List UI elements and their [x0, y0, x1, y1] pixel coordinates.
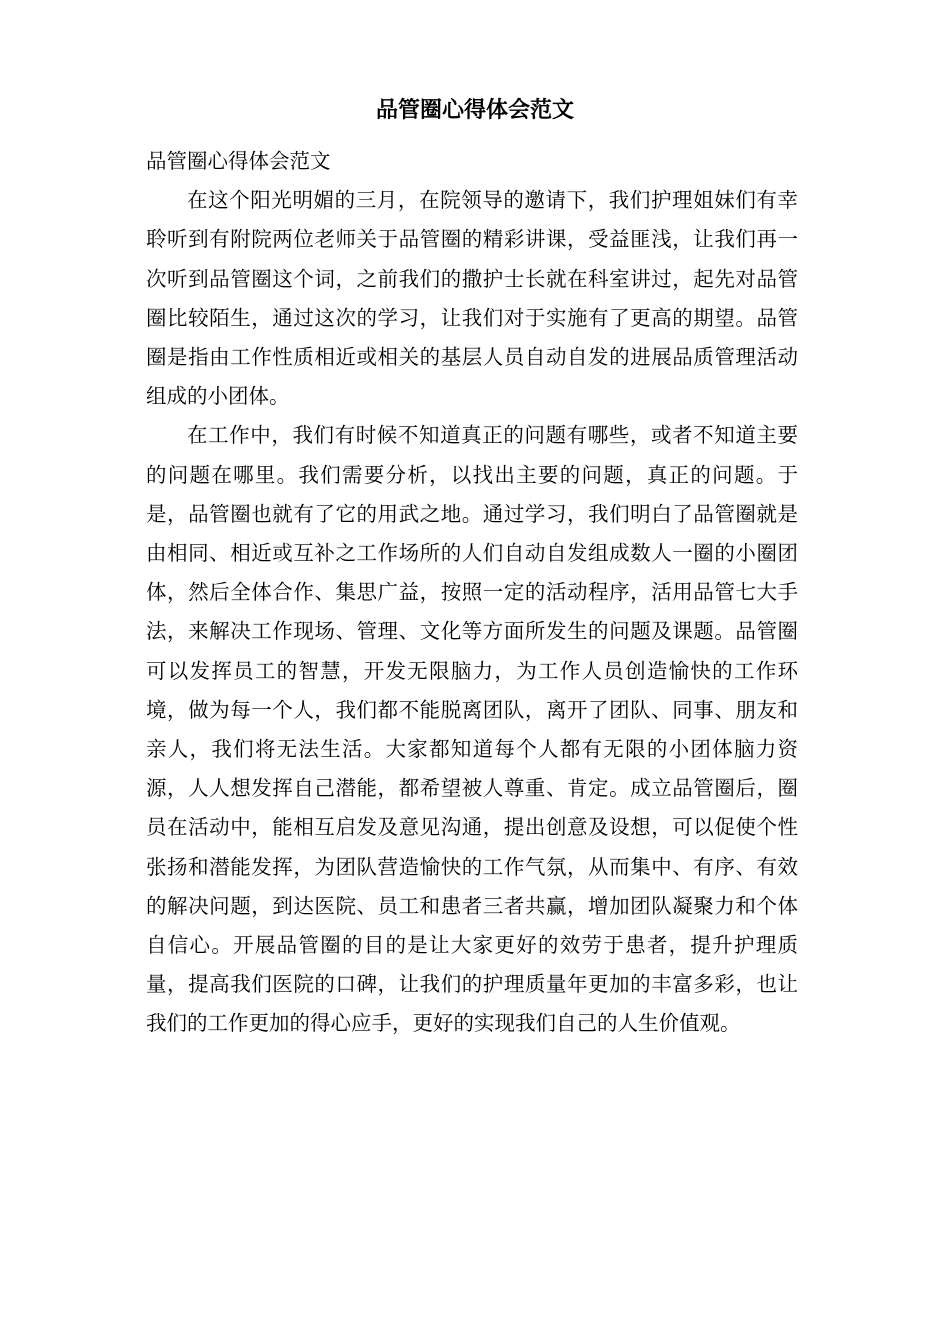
paragraph-2: 在工作中，我们有时候不知道真正的问题有哪些，或者不知道主要的问题在哪里。我们需要分析，以找出主要的问题，真正的问题。于是，品管圈也就有了它的用武之地。通过学习，我们明白了品管圈就是由相同、相近或互补之工作场所的人们自动自发组成数人一圈的小圈团体，然后全体合作、集思广益，按照一定的活动程序，活用品管七大手法，来解决工作现场、管理、文化等方面所发生的问题及课题。品管圈可以发挥员工的智慧，开发无限脑力，为工作人员创造愉快的工作环境，做为每一个人，我们都不能脱离团队，离开了团队、同事、朋友和亲人，我们将无法生活。大家都知道每个人都有无限的小团体脑力资源，人人想发挥自己潜能，都希望被人尊重、肯定。成立品管圈后，圈员在活动中，能相互启发及意见沟通，提出创意及设想，可以促使个性张扬和潜能发挥，为团队营造愉快的工作气氛，从而集中、有序、有效的解决问题，到达医院、员工和患者三者共赢，增加团队凝聚力和个体自信心。开展品管圈的目的是让大家更好的效劳于患者，提升护理质量，提高我们医院的口碑，让我们的护理质量年更加的丰富多彩，也让我们的工作更加的得心应手，更好的实现我们自己的人生价值观。 — [146, 423, 798, 1036]
document-subtitle: 品管圈心得体会范文 — [146, 149, 331, 173]
document-title: 品管圈心得体会范文 — [375, 97, 574, 123]
document-body — [146, 142, 798, 1044]
paragraph-1: 在这个阳光明媚的三月，在院领导的邀请下，我们护理姐妹们有幸聆听到有附院两位老师关于品管圈的精彩讲课，受益匪浅，让我们再一次听到品管圈这个词，之前我们的撒护士长就在科室讲过，起先对品管圈比较陌生，通过这次的学习，让我们对于实施有了更高的期望。品管圈是指由工作性质相近或相关的基层人员自动自发的进展品质管理活动组成的小团体。 — [146, 188, 798, 409]
